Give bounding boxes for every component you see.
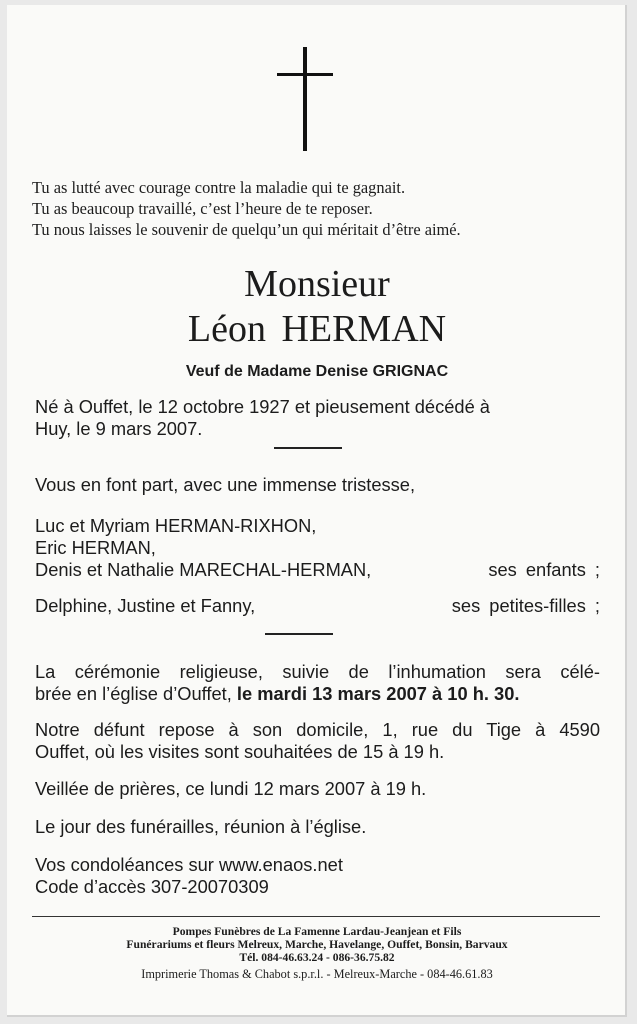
grandchildren-relation: ses petites-filles ;: [451, 595, 600, 616]
child-name: Denis et Nathalie MARECHAL-HERMAN,: [35, 559, 372, 580]
ceremony-line: La cérémonie religieuse, suivie de l’inhumation sera célé-: [35, 661, 600, 682]
honorific: Monsieur: [244, 263, 390, 305]
widower-of: Veuf de Madame Denise GRIGNAC: [185, 363, 449, 380]
rest-line: Ouffet, où les visites sont souhaitées de 15 à 19 h.: [35, 741, 445, 762]
poem-line: Tu as beaucoup travaillé, c’est l’heure de te reposer.: [32, 199, 373, 218]
birth-death-paragraph: [35, 396, 600, 440]
separator: [265, 633, 333, 635]
poem-line: Tu nous laisses le souvenir de quelqu’un qui méritait d’être aimé.: [32, 220, 461, 239]
rest-line: Notre défunt repose à son domicile, 1, rue du Tige à 4590: [35, 719, 600, 740]
condolences: [35, 854, 600, 898]
ceremony-location: brée en l’église d’Ouffet,: [35, 683, 232, 704]
children-row: [35, 559, 600, 581]
vigil: [35, 778, 600, 800]
child-name: Luc et Myriam HERMAN-RIXHON,: [35, 515, 317, 536]
poem-line: Tu as lutté avec courage contre la maladie qui te gagnait.: [32, 178, 406, 197]
cross-icon: [277, 47, 333, 151]
child-name: Eric HERMAN,: [35, 537, 156, 558]
ceremony-line-2: [35, 683, 600, 705]
grandchildren-names: Delphine, Justine et Fanny,: [35, 595, 256, 616]
access-code: Code d’accès 307-20070309: [35, 876, 269, 897]
rest-paragraph: [35, 719, 600, 763]
funeral-home-name: Pompes Funèbres de La Famenne Lardau-Jeanjean et Fils: [172, 925, 462, 938]
birth-death-line: Huy, le 9 mars 2007.: [35, 418, 203, 439]
deceased-name: Léon HERMAN: [187, 308, 447, 350]
ceremony-paragraph: [35, 661, 600, 705]
death-notice-card: [7, 5, 627, 1017]
announcement-text: Vous en font part, avec une immense tristesse,: [35, 474, 416, 495]
printer-info: Imprimerie Thomas & Chabot s.p.r.l. - Melreux-Marche - 084-46.61.83: [141, 967, 493, 981]
birth-death-line: Né à Ouffet, le 12 octobre 1927 et pieusement décédé à: [35, 396, 490, 417]
funeral-day: [35, 816, 600, 838]
children-relation: ses enfants ;: [488, 559, 600, 580]
funeral-home-phone: Tél. 084-46.63.24 - 086-36.75.82: [239, 951, 395, 964]
condolences-website: Vos condoléances sur www.enaos.net: [35, 854, 343, 875]
grandchildren-row: [35, 595, 600, 617]
footer-divider: [32, 916, 600, 917]
vigil-text: Veillée de prières, ce lundi 12 mars 2007 à 19 h.: [35, 778, 427, 799]
funeral-day-text: Le jour des funérailles, réunion à l’église.: [35, 816, 367, 837]
poem: [32, 177, 612, 240]
announcement: [35, 474, 600, 496]
children-list: [35, 515, 600, 559]
funeral-home-locations: Funérariums et fleurs Melreux, Marche, Havelange, Ouffet, Bonsin, Barvaux: [126, 938, 508, 951]
separator: [274, 447, 342, 449]
ceremony-date: le mardi 13 mars 2007 à 10 h. 30.: [236, 683, 520, 704]
